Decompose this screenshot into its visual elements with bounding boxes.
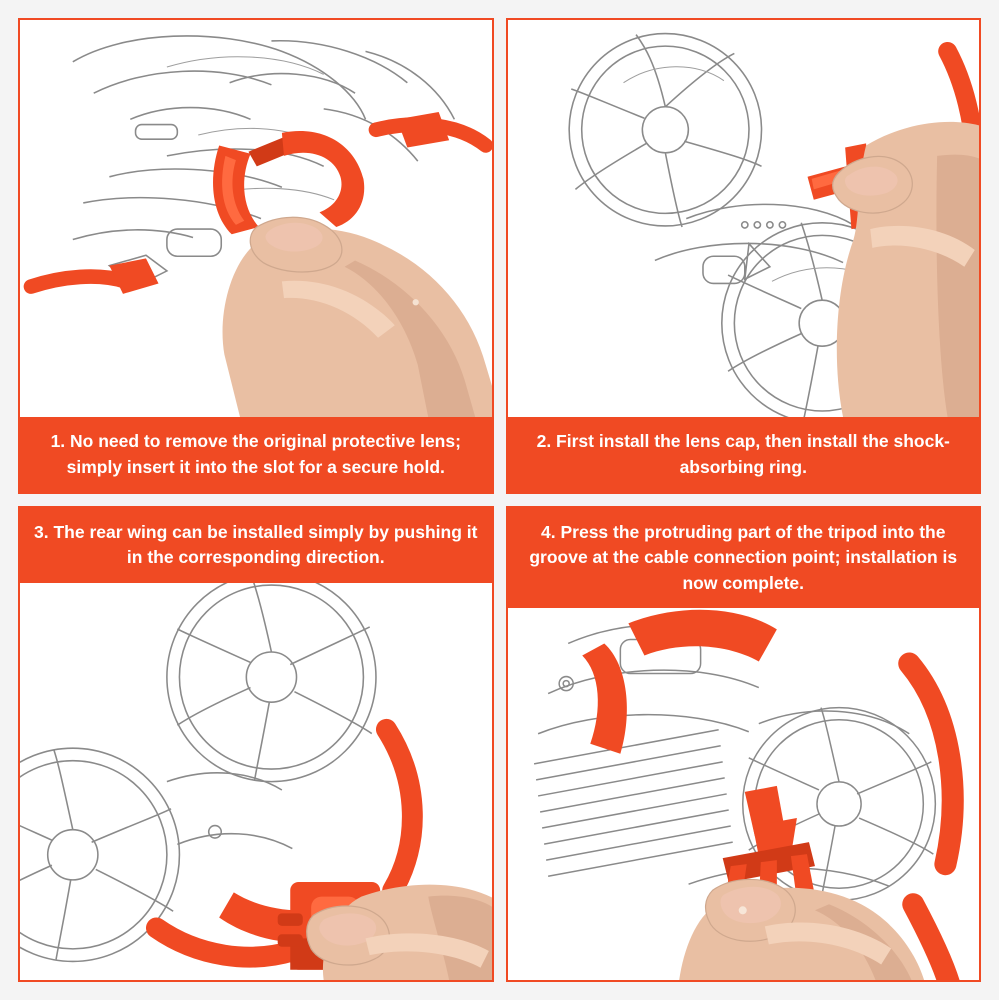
panel-3-artwork [20, 583, 492, 980]
instruction-panel-2 [506, 18, 982, 494]
panel-grid [18, 18, 981, 982]
panel-2-illustration [508, 20, 980, 417]
instruction-panel-4 [506, 506, 982, 982]
panel-1-illustration [20, 20, 492, 417]
hand [223, 217, 492, 417]
panel-4-caption: 4. Press the protruding part of the tripod into the groove at the cable connection point; installation is now complete. [508, 508, 980, 608]
panel-3-illustration [20, 583, 492, 980]
panel-2-caption: 2. First install the lens cap, then install the shock-absorbing ring. [508, 417, 980, 492]
panel-1-caption: 1. No need to remove the original protective lens; simply insert it into the slot for a secure hold. [20, 417, 492, 492]
instruction-panel-1 [18, 18, 494, 494]
instruction-panel-3 [18, 506, 494, 982]
panel-1-artwork [20, 20, 492, 417]
panel-4-artwork [508, 608, 980, 980]
hand [678, 880, 925, 980]
panel-3-caption: 3. The rear wing can be installed simply by pushing it in the corresponding direction. [20, 508, 492, 583]
panel-4-illustration [508, 608, 980, 980]
panel-2-artwork [508, 20, 980, 417]
hand [832, 122, 979, 417]
